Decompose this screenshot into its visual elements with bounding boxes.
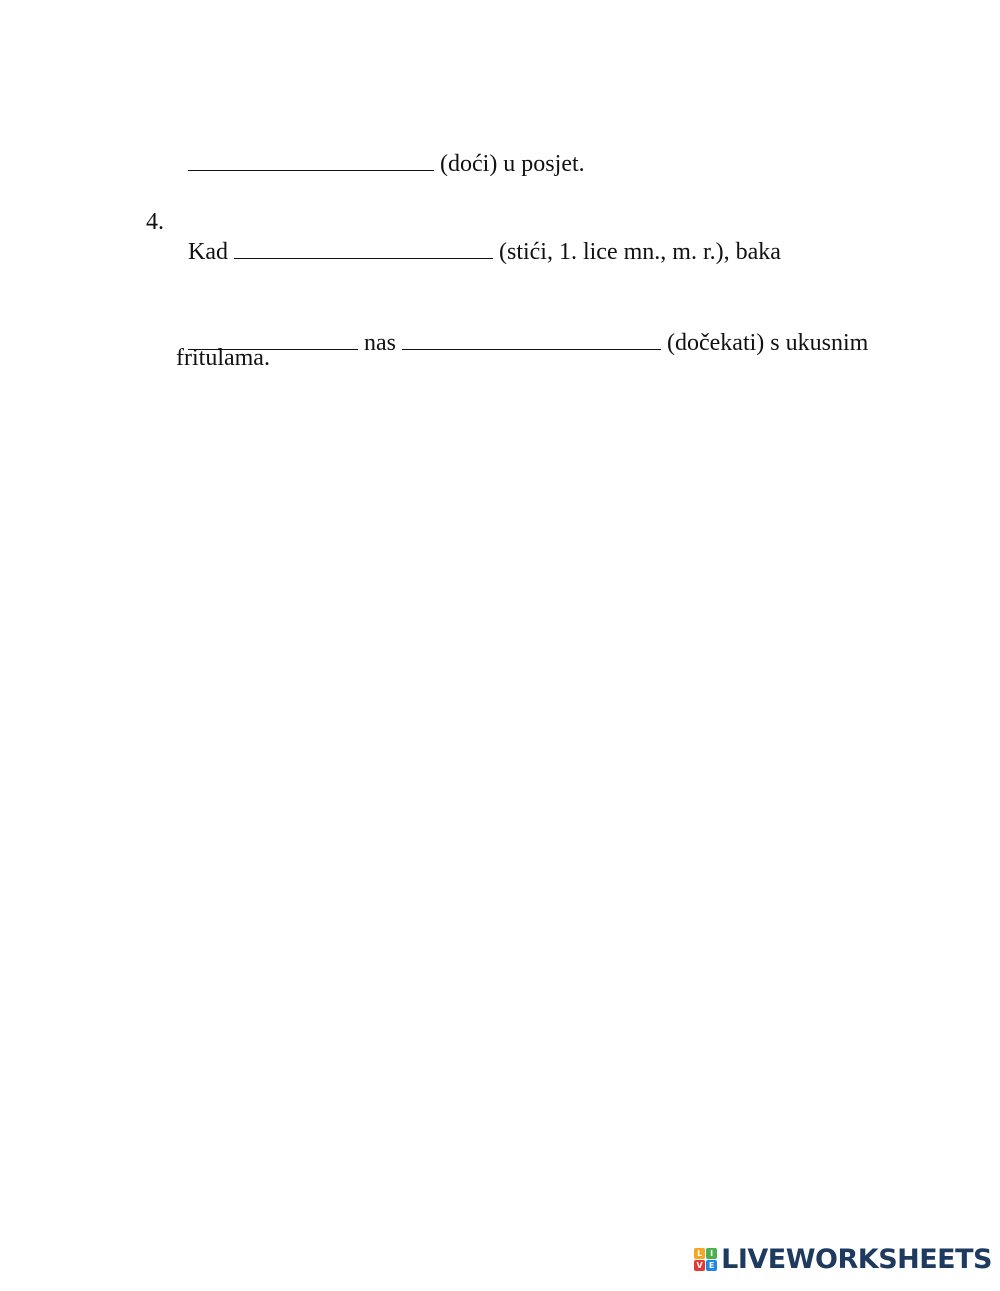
logo-block-v: V [694, 1260, 705, 1271]
sentence-item-4 [176, 208, 781, 266]
answer-blank-docekati[interactable] [402, 327, 661, 350]
answer-blank-doci[interactable] [188, 148, 434, 171]
logo-text: LIVEWORKSHEETS [721, 1244, 992, 1275]
logo-block-i: I [706, 1248, 717, 1259]
logo-block-l: L [694, 1248, 705, 1259]
sentence-item-4-suffix: (stići, 1. lice mn., m. r.), baka [492, 239, 781, 265]
sentence-line-3-middle: nas [358, 330, 402, 356]
sentence-line-3-suffix: (dočekati) s ukusnim [661, 330, 869, 356]
sentence-line-1-suffix: (doći) u posjet. [434, 151, 585, 177]
liveworksheets-logo [694, 1244, 992, 1275]
item-number: 4. [146, 209, 164, 235]
sentence-line-4: fritulama. [176, 345, 270, 371]
logo-blocks-icon [694, 1248, 717, 1271]
sentence-line-1 [176, 120, 585, 178]
sentence-item-4-prefix: Kad [188, 239, 234, 265]
answer-blank-stici[interactable] [234, 236, 493, 259]
logo-block-e: E [706, 1260, 717, 1271]
sentence-line-3 [176, 299, 868, 357]
